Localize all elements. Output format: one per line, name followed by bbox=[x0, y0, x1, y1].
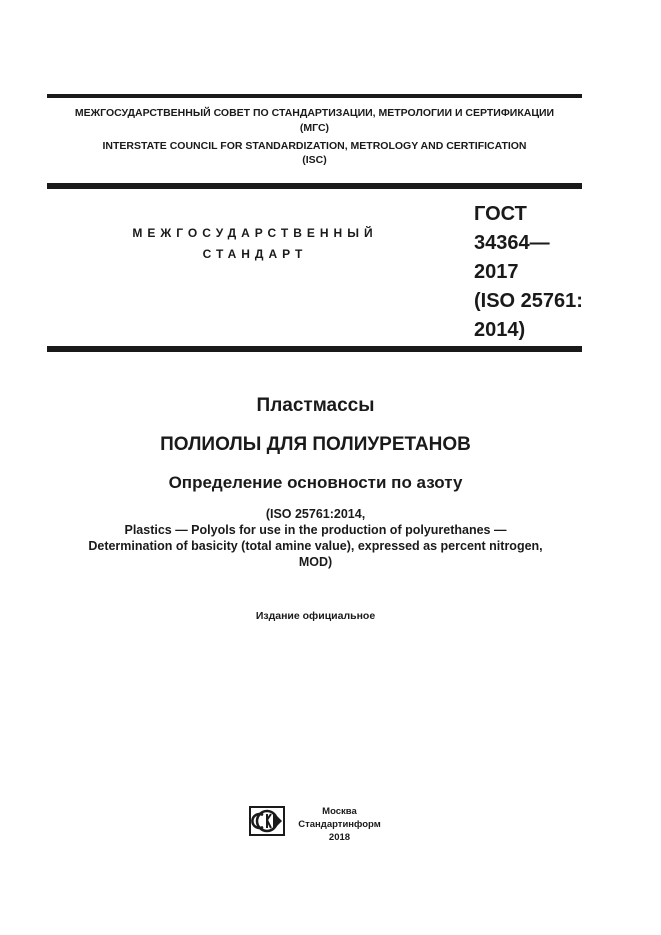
publisher-city: Москва bbox=[322, 806, 357, 817]
gost-code-line: 2017 bbox=[474, 261, 519, 283]
edition-note: Издание официальное bbox=[255, 610, 376, 622]
publication-year: 2018 bbox=[328, 832, 351, 843]
council-abbr-ru: (МГС) bbox=[299, 122, 330, 134]
publisher-name: Стандартинформ bbox=[298, 819, 381, 830]
gost-code-line: 2014) bbox=[474, 319, 526, 341]
gost-code-line: (ISO 25761: bbox=[474, 290, 583, 312]
top-rule bbox=[47, 94, 582, 98]
standartinform-logo-icon bbox=[249, 806, 285, 836]
method-title: Определение основности по азоту bbox=[168, 473, 463, 492]
document-subtitle: ПОЛИОЛЫ ДЛЯ ПОЛИУРЕТАНОВ bbox=[160, 434, 471, 455]
iso-reference-line: Plastics — Polyols for use in the production of polyurethanes — bbox=[124, 523, 507, 537]
gost-code-line: ГОСТ bbox=[474, 203, 527, 225]
iso-reference-line: (ISO 25761:2014, bbox=[265, 507, 366, 521]
iso-reference bbox=[0, 506, 631, 570]
gost-code-line: 34364— bbox=[474, 232, 550, 254]
document-title: Пластмассы bbox=[256, 395, 375, 416]
designation-rule bbox=[47, 346, 582, 352]
header-rule bbox=[47, 183, 582, 189]
council-name-ru: МЕЖГОСУДАРСТВЕННЫЙ СОВЕТ ПО СТАНДАРТИЗАЦИИ, МЕТРОЛОГИИ И СЕРТИФИКАЦИИ bbox=[74, 107, 555, 119]
iso-reference-line: MOD) bbox=[298, 555, 333, 569]
gost-designation bbox=[474, 200, 583, 345]
standard-label: СТАНДАРТ bbox=[202, 247, 308, 261]
iso-reference-line: Determination of basicity (total amine value), expressed as percent nitrogen, bbox=[88, 539, 543, 553]
council-abbr-en: (ISC) bbox=[302, 154, 327, 166]
interstate-standard-label: МЕЖГОСУДАРСТВЕННЫЙ bbox=[132, 226, 378, 240]
council-name-en: INTERSTATE COUNCIL FOR STANDARDIZATION, METROLOGY AND CERTIFICATION bbox=[102, 140, 527, 152]
publisher-imprint bbox=[292, 805, 387, 844]
